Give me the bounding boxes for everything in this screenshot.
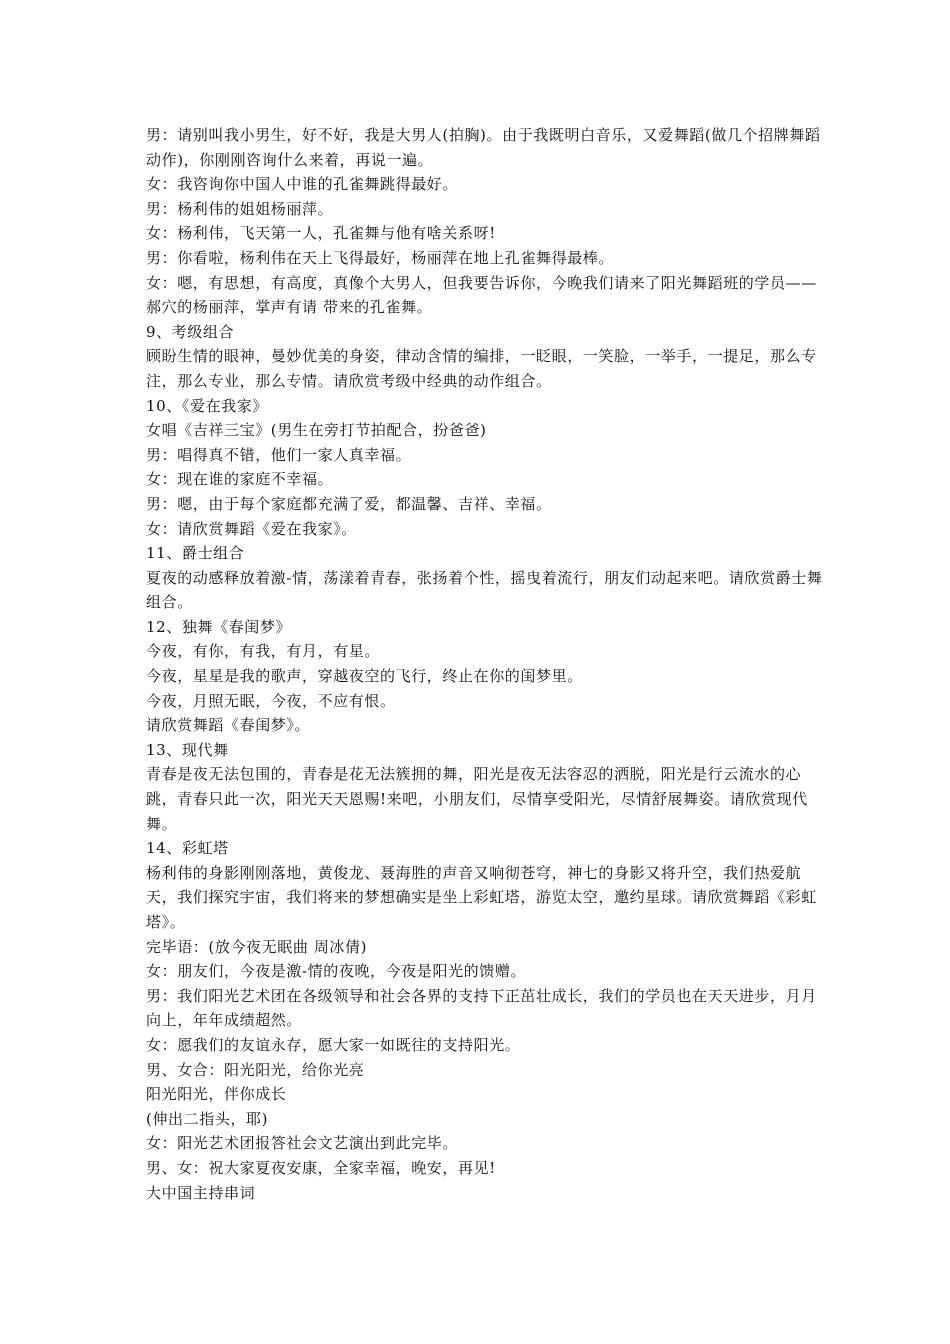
dialogue-male-3: 男：你看啦，杨利伟在天上飞得最好，杨丽萍在地上孔雀舞得最棒。 — [146, 248, 615, 267]
section-13-intro: 青春是夜无法包围的，青春是花无法簇拥的舞，阳光是夜无法容忍的洒脱，阳光是行云流水的心跳，青春只此一次，阳光天天恩赐!来吧，小朋友们，尽情享受阳光，尽情舒展舞姿。请欣赏现代舞。 — [146, 765, 808, 833]
dialogue-female-2: 女：杨利伟，飞天第一人，孔雀舞与他有啥关系呀! — [146, 224, 496, 243]
section-14-intro: 杨利伟的身影刚刚落地，黄俊龙、聂海胜的声音又响彻苍穹，神七的身影又将升空，我们热爱航天，我们探究宇宙，我们将来的梦想确实是坐上彩虹塔，游览太空，邀约星球。请欣赏舞蹈《彩虹塔》。 — [146, 863, 817, 931]
dialogue-female-3: 女：嗯，有思想，有高度，真像个大男人，但我要告诉你，今晚我们请来了阳光舞蹈班的学员——郝穴的杨丽萍，掌声有请 带来的孔雀舞。 — [146, 273, 817, 317]
dialogue-male-2: 男：杨利伟的姐姐杨丽萍。 — [146, 199, 334, 218]
section-10-stage-note: 女唱《吉祥三宝》(男生在旁打节拍配合，扮爸爸) — [146, 421, 487, 440]
dialogue-female-4: 女：现在谁的家庭不幸福。 — [146, 470, 334, 489]
section-12-line-4: 请欣赏舞蹈《春闺梦》。 — [146, 716, 311, 735]
next-document-title: 大中国主持串词 — [146, 1183, 256, 1202]
section-heading-14: 14、彩虹塔 — [146, 839, 229, 858]
section-heading-13: 13、现代舞 — [146, 740, 229, 759]
section-12-line-1: 今夜，有你，有我，有月，有星。 — [146, 642, 381, 661]
closing-duet-2: 阳光阳光，伴你成长 — [146, 1085, 287, 1104]
section-heading-11: 11、爵士组合 — [146, 544, 245, 563]
closing-male-1: 男：我们阳光艺术团在各级领导和社会各界的支持下正茁壮成长，我们的学员也在天天进步，月月向上，年年成绩超然。 — [146, 986, 817, 1030]
dialogue-female-1: 女：我咨询你中国人中谁的孔雀舞跳得最好。 — [146, 175, 459, 194]
section-heading-12: 12、独舞《春闺梦》 — [146, 617, 292, 636]
section-heading-10: 10、《爱在我家》 — [146, 396, 268, 415]
section-12-line-3: 今夜，月照无眠，今夜，不应有恨。 — [146, 691, 396, 710]
document-body — [146, 123, 826, 1205]
section-12-line-2: 今夜，星星是我的歌声，穿越夜空的飞行，终止在你的闺梦里。 — [146, 667, 583, 686]
section-heading-9: 9、考级组合 — [146, 322, 235, 341]
closing-female-1: 女：朋友们，今夜是激-情的夜晚，今夜是阳光的馈赠。 — [146, 962, 527, 981]
dialogue-male-4: 男：唱得真不错，他们一家人真幸福。 — [146, 445, 412, 464]
closing-female-2: 女：愿我们的友谊永存，愿大家一如既往的支持阳光。 — [146, 1035, 521, 1054]
closing-duet-1: 男、女合：阳光阳光，给你光亮 — [146, 1060, 365, 1079]
closing-stage-note: (伸出二指头，耶) — [146, 1109, 269, 1128]
closing-duet-3: 男、女：祝大家夏夜安康，全家幸福，晚安，再见! — [146, 1158, 496, 1177]
dialogue-male-1: 男：请别叫我小男生，好不好，我是大男人(拍胸)。由于我既明白音乐，又爱舞蹈(做几个招牌舞蹈动作)，你刚刚咨询什么来着，再说一遍。 — [146, 126, 821, 169]
section-9-intro: 顾盼生情的眼神，曼妙优美的身姿，律动含情的编排，一眨眼，一笑脸，一举手，一提足，那么专注，那么专业，那么专情。请欣赏考级中经典的动作组合。 — [146, 347, 817, 390]
section-11-intro: 夏夜的动感释放着激-情，荡漾着青春，张扬着个性，摇曳着流行，朋友们动起来吧。请欣赏爵士舞组合。 — [146, 568, 823, 612]
closing-female-3: 女：阳光艺术团报答社会文艺演出到此完毕。 — [146, 1134, 459, 1153]
dialogue-male-5: 男：嗯，由于每个家庭都充满了爱，都温馨、吉祥、幸福。 — [146, 494, 552, 513]
closing-heading: 完毕语：(放今夜无眠曲 周冰倩) — [146, 937, 368, 956]
dialogue-female-5: 女：请欣赏舞蹈《爱在我家》。 — [146, 519, 357, 538]
